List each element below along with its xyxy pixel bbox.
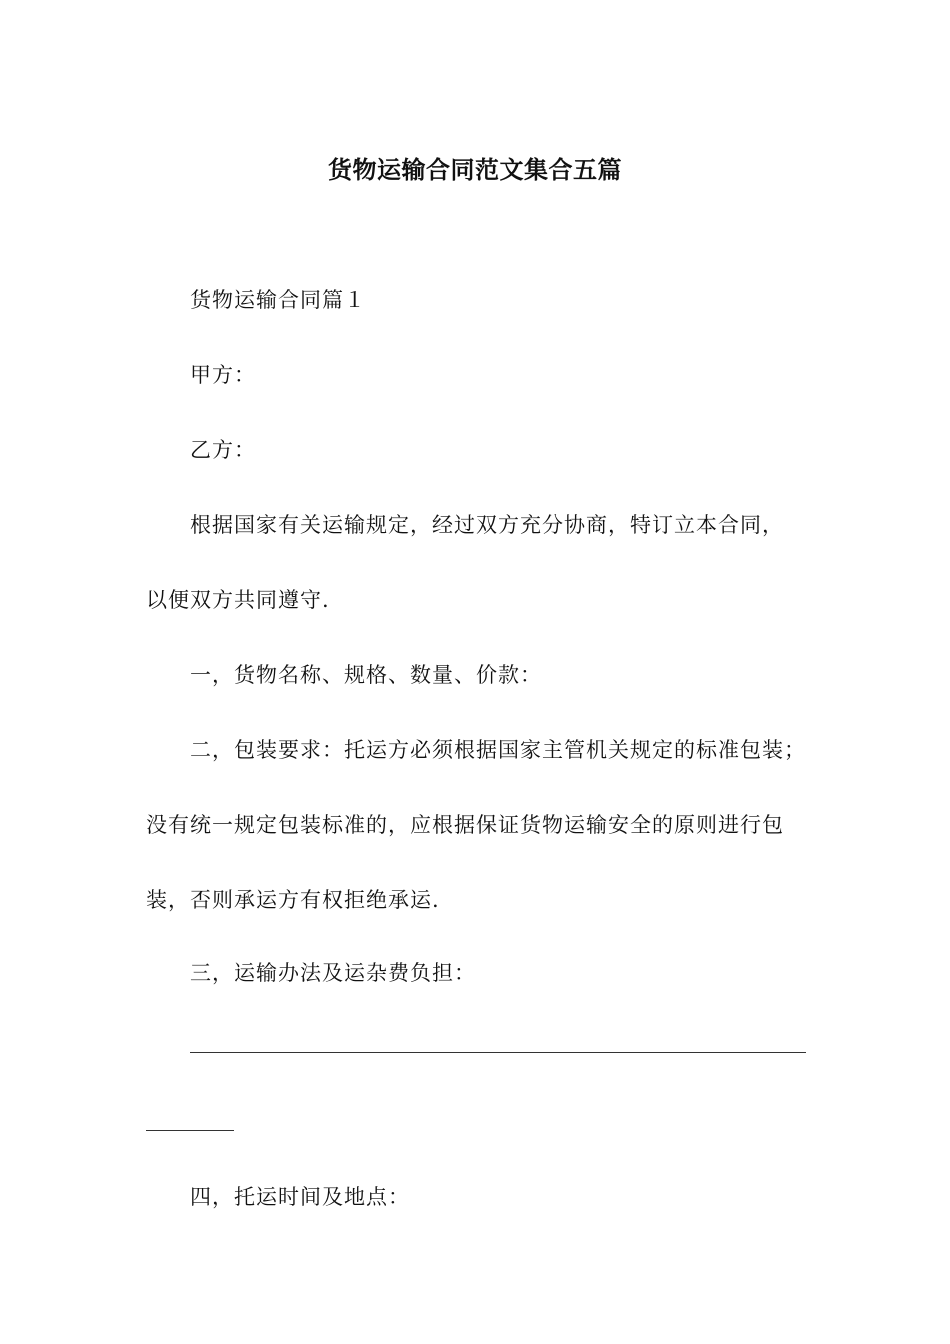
document-title: 货物运输合同范文集合五篇 <box>328 156 622 184</box>
clause-line: 二，包装要求：托运方必须根据国家主管机关规定的标准包装； <box>190 738 806 762</box>
paragraph-line: 装，否则承运方有权拒绝承运. <box>146 888 440 912</box>
clause-line: 三，运输办法及运杂费负担： <box>190 961 476 985</box>
party-b-label: 乙方： <box>190 438 256 462</box>
section-heading: 货物运输合同篇１ <box>190 288 366 312</box>
paragraph-line: 没有统一规定包装标准的，应根据保证货物运输安全的原则进行包 <box>146 813 784 837</box>
clause-line: 一，货物名称、规格、数量、价款： <box>190 663 542 687</box>
paragraph-line: 根据国家有关运输规定，经过双方充分协商，特订立本合同， <box>190 513 784 537</box>
party-a-label: 甲方： <box>190 363 256 387</box>
fill-in-blank-line <box>190 1052 806 1053</box>
clause-line: 四，托运时间及地点： <box>190 1185 410 1209</box>
paragraph-line: 以便双方共同遵守. <box>146 588 330 612</box>
fill-in-blank-line <box>146 1130 234 1131</box>
